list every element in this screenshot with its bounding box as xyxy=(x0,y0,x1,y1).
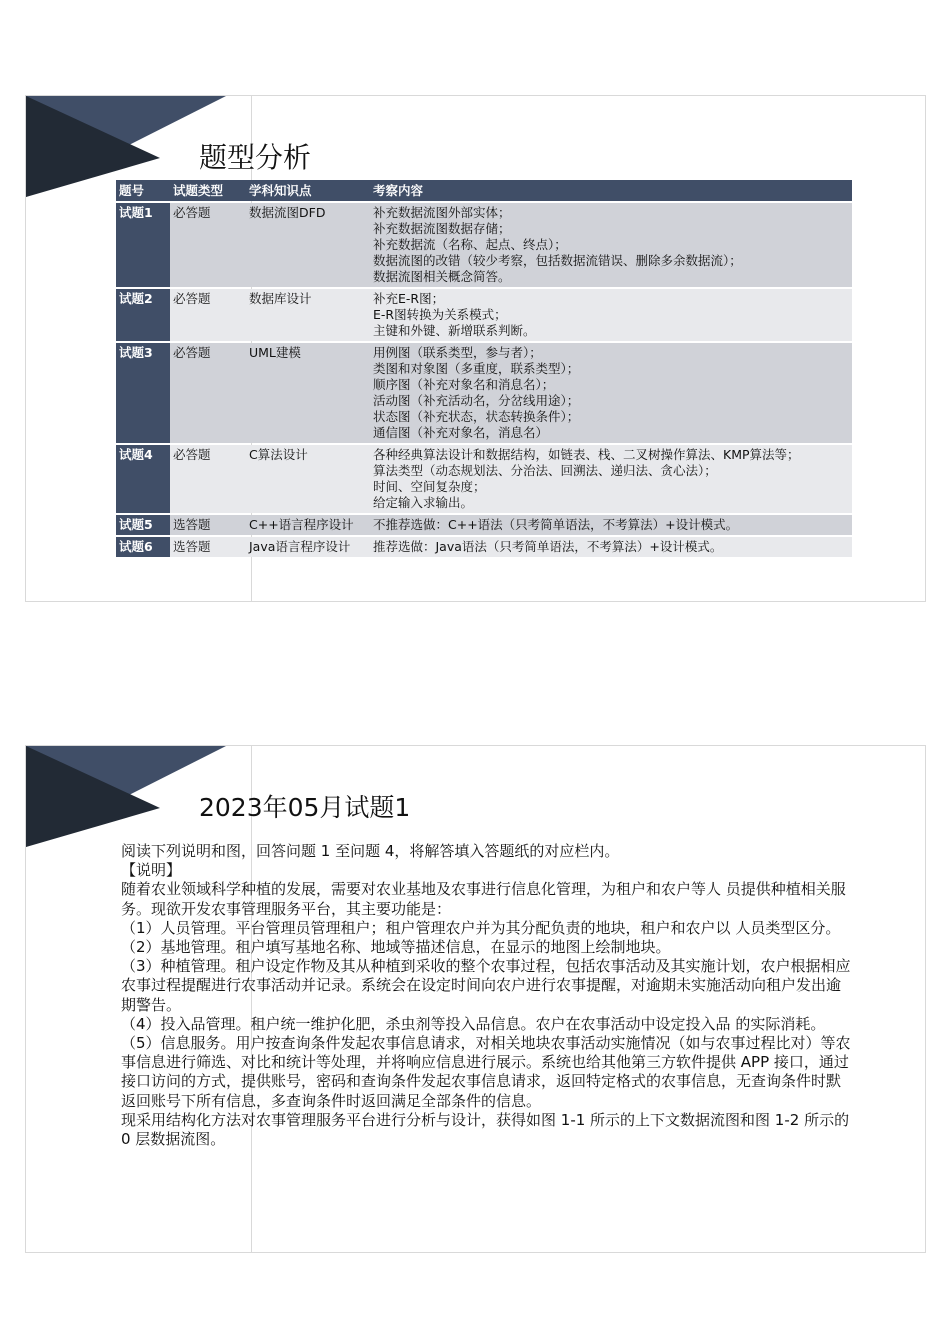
question-topic: 数据流图DFD xyxy=(246,203,370,287)
question-number: 试题3 xyxy=(116,343,170,443)
question-type: 选答题 xyxy=(170,537,246,557)
paragraph: （3）种植管理。租户设定作物及其从种植到采收的整个农事过程，包括农事活动及其实施计划，农户根据相应农事过程提醒进行农事活动并记录。系统会在设定时间向农户进行农事提醒，对逾期未实施活动向租户发出逾期警告。 xyxy=(121,957,851,1014)
question-number: 试题2 xyxy=(116,289,170,341)
paragraph: 【说明】 xyxy=(121,861,182,880)
question-content xyxy=(370,445,852,513)
table-row xyxy=(116,537,852,557)
question-text xyxy=(121,842,851,1149)
question-content xyxy=(370,289,852,341)
question-number: 试题6 xyxy=(116,537,170,557)
question-content xyxy=(370,537,852,557)
header-content: 考察内容 xyxy=(370,180,852,201)
header-number: 题号 xyxy=(116,180,170,201)
paragraph: （5）信息服务。用户按查询条件发起农事信息请求，对相关地块农事活动实施情况（如与农事过程比对）等农事信息进行筛选、对比和统计等处理，并将响应信息进行展示。系统也给其他第三方软件提供 APP 接口，通过接口访问的方式，提供账号，密码和查询条件发起农事信息请求，返回特定格式的农事信息，无查询条件时默返回账号下所有信息，多查询条件时返回满足全部条件的信息。 xyxy=(121,1034,851,1110)
content-line: 补充数据流（名称、起点、终点）； xyxy=(373,237,567,252)
question-type: 选答题 xyxy=(170,515,246,535)
header-type: 试题类型 xyxy=(170,180,246,201)
question-topic: C++语言程序设计 xyxy=(246,515,370,535)
question-number: 试题5 xyxy=(116,515,170,535)
page-title: 题型分析 xyxy=(199,141,312,174)
content-line: 不推荐选做：C++语法（只考简单语法，不考算法）+设计模式。 xyxy=(373,517,739,532)
paragraph: （1）人员管理。平台管理员管理租户；租户管理农户并为其分配负责的地块，租户和农户以 人员类型区分。 xyxy=(121,918,841,937)
content-line: 推荐选做：Java语法（只考简单语法，不考算法）+设计模式。 xyxy=(373,539,723,554)
content-line: 状态图（补充状态，状态转换条件）； xyxy=(373,409,580,424)
content-line: E-R图转换为关系模式； xyxy=(373,307,507,322)
table-row xyxy=(116,343,852,443)
content-line: 时间、空间复杂度； xyxy=(373,479,486,494)
question-topic: C算法设计 xyxy=(246,445,370,513)
paragraph: 现采用结构化方法对农事管理服务平台进行分析与设计，获得如图 1-1 所示的上下文数据流图和图 1-2 所示的 0 层数据流图。 xyxy=(121,1110,850,1149)
question-type: 必答题 xyxy=(170,203,246,287)
question-number: 试题4 xyxy=(116,445,170,513)
table-row xyxy=(116,203,852,287)
header-topic: 学科知识点 xyxy=(246,180,370,201)
question-number: 试题1 xyxy=(116,203,170,287)
question-topic: UML建模 xyxy=(246,343,370,443)
content-line: 算法类型（动态规划法、分治法、回溯法、递归法、贪心法）； xyxy=(373,463,717,478)
paragraph: （4）投入品管理。租户统一维护化肥，杀虫剂等投入品信息。农户在农事活动中设定投入品 的实际消耗。 xyxy=(121,1014,826,1033)
question-content xyxy=(370,203,852,287)
content-line: 给定输入求输出。 xyxy=(373,495,474,510)
content-line: 补充数据流图数据存储； xyxy=(373,221,511,236)
table-header-row xyxy=(116,180,852,201)
paragraph: 阅读下列说明和图，回答问题 1 至问题 4，将解答填入答题纸的对应栏内。 xyxy=(121,842,620,860)
question-type: 必答题 xyxy=(170,343,246,443)
content-line: 各种经典算法设计和数据结构，如链表、栈、二叉树操作算法、KMP算法等； xyxy=(373,447,800,462)
content-line: 补充E-R图； xyxy=(373,291,445,306)
content-line: 主键和外键、新增联系判断。 xyxy=(373,323,536,338)
paragraph: 随着农业领域科学种植的发展，需要对农业基地及农事进行信息化管理，为租户和农户等人 员提供种植相关服务。现欲开发农事管理服务平台，其主要功能是： xyxy=(121,880,846,918)
corner-decoration xyxy=(26,746,226,848)
table-row xyxy=(116,515,852,535)
content-line: 顺序图（补充对象名和消息名）； xyxy=(373,377,555,392)
slide-question-analysis xyxy=(25,95,926,602)
content-line: 数据流图的改错（较少考察，包括数据流错误、删除多余数据流）； xyxy=(373,253,742,268)
slide-exam-question xyxy=(25,745,926,1253)
content-line: 类图和对象图（多重度，联系类型）； xyxy=(373,361,580,376)
page-title: 2023年05月试题1 xyxy=(199,793,411,822)
question-content xyxy=(370,343,852,443)
table-row xyxy=(116,289,852,341)
question-topic: Java语言程序设计 xyxy=(246,537,370,557)
content-line: 补充数据流图外部实体； xyxy=(373,205,511,220)
content-line: 用例图（联系类型，参与者）； xyxy=(373,345,542,360)
table-row xyxy=(116,445,852,513)
question-type: 必答题 xyxy=(170,289,246,341)
question-type: 必答题 xyxy=(170,445,246,513)
paragraph: （2）基地管理。租户填写基地名称、地域等描述信息，在显示的地图上绘制地块。 xyxy=(121,938,671,957)
question-topic: 数据库设计 xyxy=(246,289,370,341)
content-line: 活动图（补充活动名，分岔线用途）； xyxy=(373,393,580,408)
content-line: 通信图（补充对象名，消息名） xyxy=(373,425,549,440)
content-line: 数据流图相关概念简答。 xyxy=(373,269,511,284)
question-table xyxy=(116,178,852,559)
question-content xyxy=(370,515,852,535)
